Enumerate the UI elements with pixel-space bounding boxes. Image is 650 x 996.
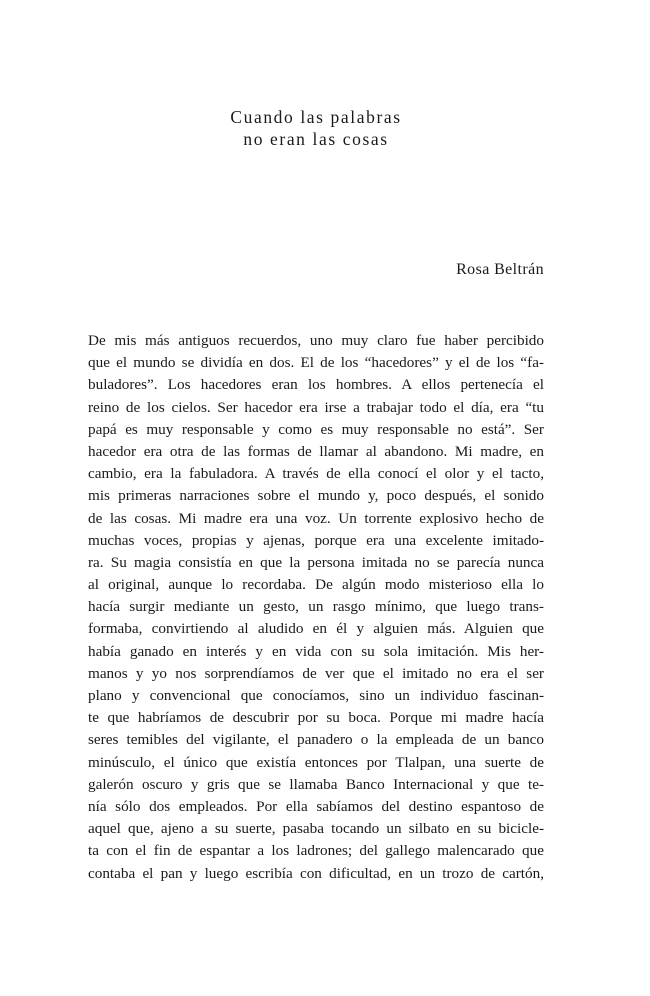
body-line: De mis más antiguos recuerdos, uno muy claro fue haber percibido <box>88 332 544 349</box>
body-line: formaba, convirtiendo al aludido en él y alguien más. Alguien que <box>88 620 544 638</box>
body-line: reino de los cielos. Ser hacedor era irse a trabajar todo el día, era “tu <box>88 398 544 416</box>
body-line: manos y yo nos sorprendíamos de ver que el imitado no era el ser <box>88 664 544 682</box>
body-line: que el mundo se dividía en dos. El de los “hacedores” y el de los “fa- <box>88 354 544 372</box>
body-line: plano y convencional que conocíamos, sino un individuo fascinan- <box>88 687 544 704</box>
body-line: minúsculo, el único que existía entonces por Tlalpan, una suerte de <box>88 753 544 771</box>
body-paragraph <box>88 330 544 885</box>
body-line: cambio, era la fabuladora. A través de ella conocí el olor y el tacto, <box>88 465 544 483</box>
body-line: al original, aunque lo recordaba. De algún modo misterioso ella lo <box>88 576 544 594</box>
body-line: hacedor era otra de las formas de llamar al abandono. Mi madre, en <box>88 442 544 460</box>
body-line: ta con el fin de espantar a los ladrones; del gallego malencarado que <box>88 842 544 860</box>
body-line: galerón oscuro y gris que se llamaba Banco Internacional y que te- <box>88 775 544 793</box>
body-line: había ganado en interés y en vida con su sola imitación. Mis her- <box>88 642 544 660</box>
chapter-title <box>0 106 632 150</box>
chapter-title-line-1: Cuando las palabras <box>230 107 402 127</box>
body-line: muchas voces, propias y ajenas, porque era una excelente imitado- <box>88 531 544 549</box>
body-line: seres temibles del vigilante, el panadero o la empleada de un banco <box>88 731 544 749</box>
body-line: buladores”. Los hacedores eran los hombres. A ellos pertenecía el <box>88 376 544 394</box>
body-line: hacía surgir mediante un gesto, un rasgo mínimo, que luego trans- <box>88 598 544 616</box>
body-line: de las cosas. Mi madre era una voz. Un torrente explosivo hecho de <box>88 509 544 527</box>
chapter-title-line-2: no eran las cosas <box>243 129 389 149</box>
author-name: Rosa Beltrán <box>456 261 544 278</box>
body-line: ra. Su magia consistía en que la persona imitada no se parecía nunca <box>88 553 544 571</box>
body-line: aquel que, ajeno a su suerte, pasaba tocando un silbato en su bicicle- <box>88 820 544 838</box>
body-line: contaba el pan y luego escribía con dificultad, en un trozo de cartón, <box>88 864 544 882</box>
body-line: te que habríamos de descubrir por su boca. Porque mi madre hacía <box>88 709 544 727</box>
body-line: mis primeras narraciones sobre el mundo y, poco después, el sonido <box>88 487 544 505</box>
body-line: papá es muy responsable y como es muy responsable no está”. Ser <box>88 420 544 438</box>
body-line: nía sólo dos empleados. Por ella sabíamos del destino espantoso de <box>88 797 544 815</box>
